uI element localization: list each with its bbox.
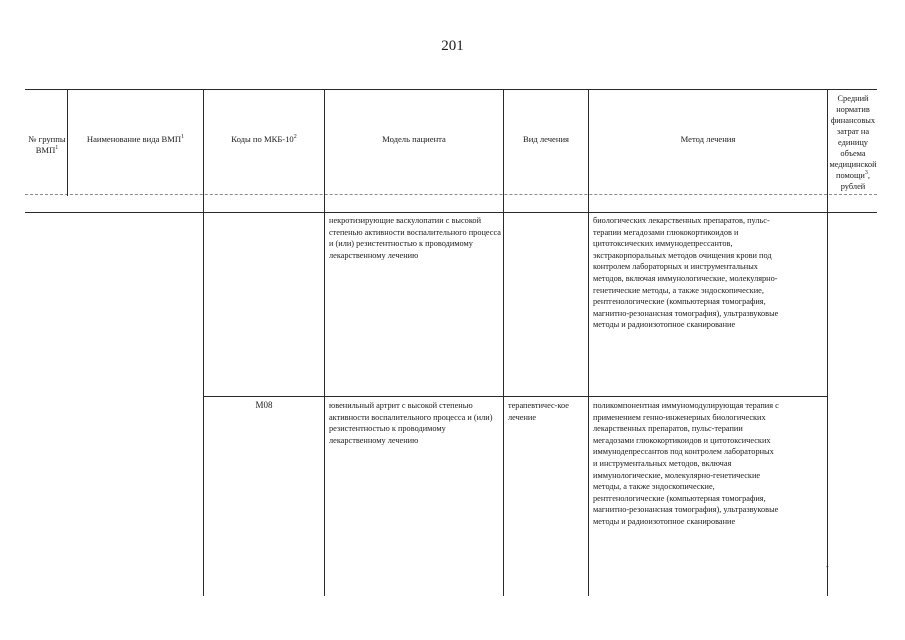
- header-vmp-name: [68, 100, 203, 180]
- header-dashed-rule: [25, 194, 877, 195]
- header-group-footnote: 1: [55, 145, 59, 152]
- row-2-patient-model: ювенильный артрит с высокой степенью активности воспалительного процесса и (или) резистентностью к проводимому лекарственному лечению: [329, 401, 493, 445]
- row-1-patient-model: некротизирующие васкулопатии с высокой степенью активности воспалительного процесса и (или) резистентностью к проводимому лекарственному лечению: [329, 216, 501, 260]
- row-2-treatment-type: терапевтичес-кое лечение: [508, 401, 569, 422]
- row-divider: [203, 396, 828, 397]
- page-number: 201: [441, 38, 464, 54]
- header-icd-codes: [204, 100, 324, 180]
- header-treatment-method: [589, 100, 827, 180]
- cost-value-mark: -: [826, 562, 829, 571]
- header-group-label: № группы ВМП: [28, 133, 66, 155]
- header-bottom-border: [25, 212, 877, 213]
- row-1-treatment-method: биологических лекарственных препаратов, пульс-терапии мегадозами глюкокортикоидов и цитотоксических иммунодепрессантов, экстракорпоральных методов очищения крови под контролем лабораторных и инструментальных методов, включая иммунологические, молекулярно-генетические методы, а также эндоскопические, рентгенологические (компьютерная томография, магнитно-резонансная томография), ультразвуковые методы и радиоизотопное сканирование: [593, 216, 779, 330]
- col-border-6: [827, 89, 828, 596]
- header-codes-label: Коды по МКБ-10: [231, 134, 294, 145]
- header-group-number: [27, 100, 67, 190]
- header-average-cost: [829, 90, 877, 194]
- header-name-footnote: 1: [181, 134, 185, 141]
- header-type-label: Вид лечения: [522, 134, 570, 145]
- header-cost-label: Средний норматив финансовых затрат на единицу объема медицинской помощи: [829, 93, 877, 180]
- header-patient-model: [325, 100, 503, 180]
- header-method-label: Метод лечения: [680, 134, 736, 145]
- header-codes-footnote: 2: [293, 134, 297, 141]
- header-treatment-type: [504, 100, 588, 180]
- header-name-label: Наименование вида ВМП: [86, 134, 182, 145]
- row-2-treatment-method: поликомпонентная иммуномодулирующая терапия с применением генно-инженерных биологических лекарственных препаратов, пульс-терапии мегадозами глюкокортикоидов и цитотоксических иммунодепрессантов под контролем лабораторных и инструментальных методов, включая иммунологические, молекулярно-генетические методы, а также эндоскопические, рентгенологические (компьютерная томография, магнитно-резонансная томография), ультразвуковые методы и радиоизотопное сканирование: [593, 401, 779, 526]
- row-2-icd-code: M08: [255, 400, 273, 410]
- header-model-label: Модель пациента: [382, 134, 446, 145]
- table-top-border: [25, 89, 877, 90]
- header-cost-footnote: 3: [864, 169, 868, 176]
- header-cost-suffix: , рублей: [840, 170, 871, 191]
